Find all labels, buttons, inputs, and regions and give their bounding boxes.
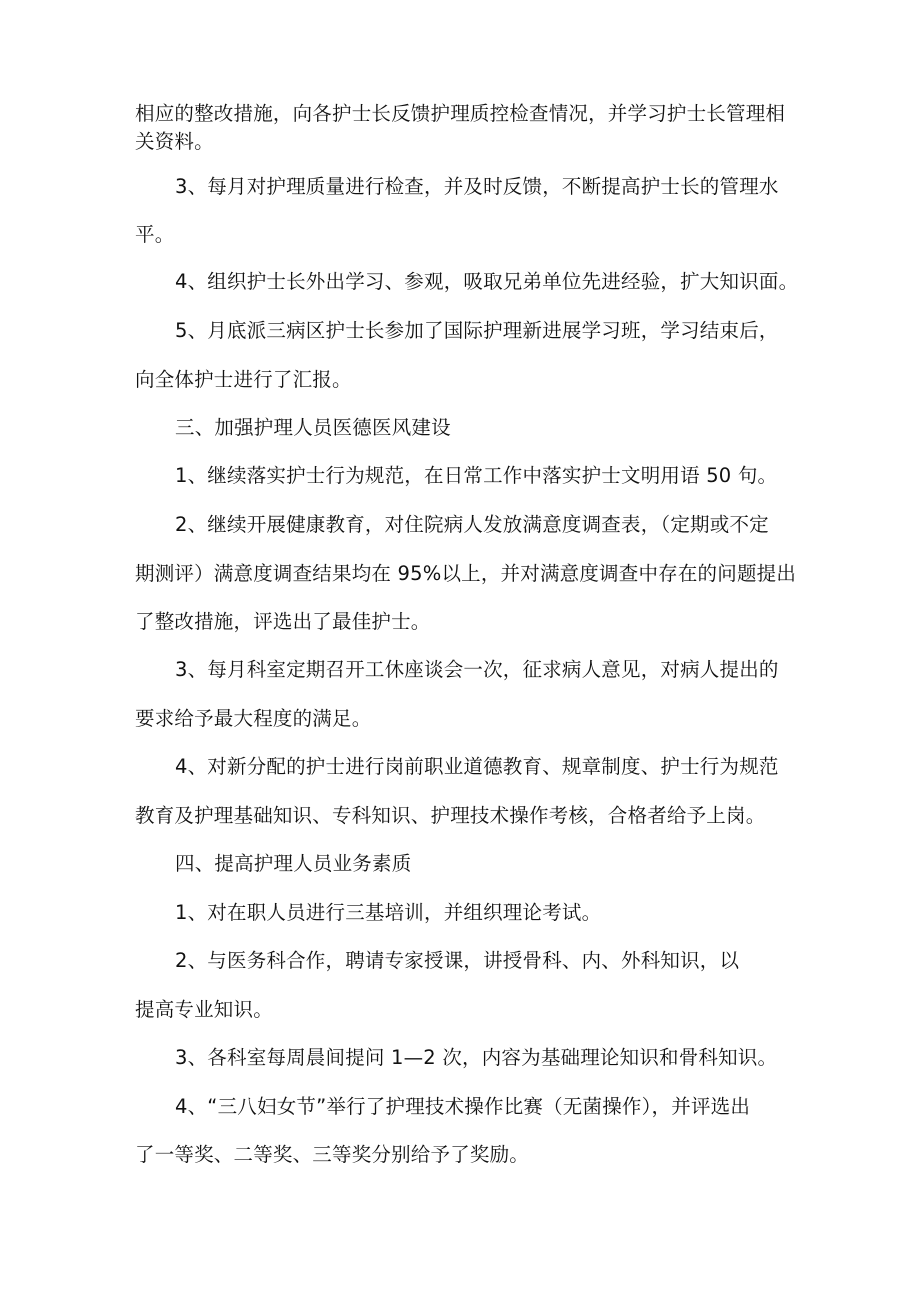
text-line: 关资料。 bbox=[135, 130, 214, 153]
text-line: 2、继续开展健康教育，对住院病人发放满意度调查表，（定期或不定 bbox=[175, 513, 769, 536]
text-line: 4、对新分配的护士进行岗前职业道德教育、规章制度、护士行为规范 bbox=[175, 755, 779, 778]
text-line: 1、对在职人员进行三基培训，并组织理论考试。 bbox=[175, 901, 602, 924]
text-line: 3、每月科室定期召开工休座谈会一次，征求病人意见，对病人提出的 bbox=[175, 658, 779, 681]
text-line: 5、月底派三病区护士长参加了国际护理新进展学习班，学习结束后， bbox=[175, 319, 779, 342]
text-line: 2、与医务科合作，聘请专家授课，讲授骨科、内、外科知识，以 bbox=[175, 949, 740, 972]
text-line: 教育及护理基础知识、专科知识、护理技术操作考核，合格者给予上岗。 bbox=[135, 804, 766, 827]
text-line: 4、“三八妇女节”举行了护理技术操作比赛（无菌操作），并评选出 bbox=[175, 1095, 751, 1118]
text-line: 3、每月对护理质量进行检查，并及时反馈，不断提高护士长的管理水 bbox=[175, 175, 779, 198]
section-heading: 四、提高护理人员业务素质 bbox=[175, 852, 412, 875]
text-line: 平。 bbox=[135, 223, 175, 246]
text-line: 了整改措施，评选出了最佳护士。 bbox=[135, 610, 431, 633]
section-heading: 三、加强护理人员医德医风建设 bbox=[175, 416, 451, 439]
text-line: 要求给予最大程度的满足。 bbox=[135, 707, 372, 730]
text-line: 3、各科室每周晨间提问 1—2 次，内容为基础理论知识和骨科知识。 bbox=[175, 1046, 778, 1069]
text-line: 向全体护士进行了汇报。 bbox=[135, 368, 352, 391]
text-line: 4、组织护士长外出学习、参观，吸取兄弟单位先进经验，扩大知识面。 bbox=[175, 270, 799, 293]
text-line: 了一等奖、二等奖、三等奖分别给予了奖励。 bbox=[135, 1143, 530, 1166]
text-line: 提高专业知识。 bbox=[135, 998, 273, 1021]
text-line: 相应的整改措施，向各护士长反馈护理质控检查情况，并学习护士长管理相 bbox=[135, 102, 786, 125]
text-line: 期测评）满意度调查结果均在 95%以上，并对满意度调查中存在的问题提出 bbox=[135, 562, 797, 585]
text-line: 1、继续落实护士行为规范，在日常工作中落实护士文明用语 50 句。 bbox=[175, 464, 778, 487]
